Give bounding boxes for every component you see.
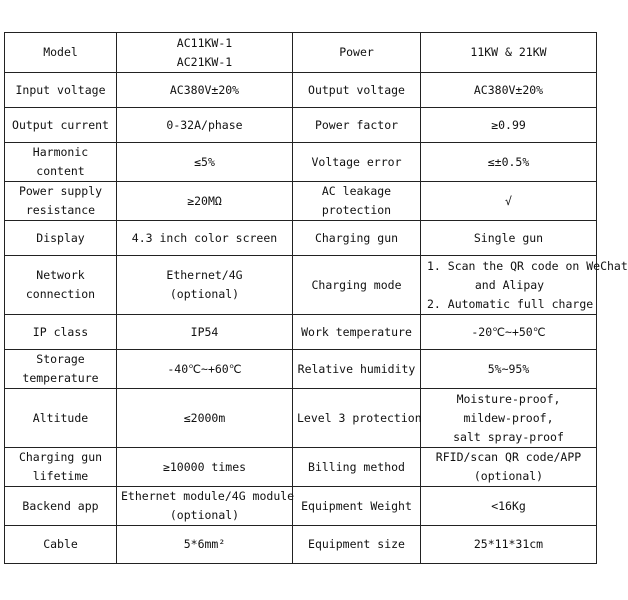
spec-value-text: (optional) bbox=[169, 508, 240, 522]
spec-label-cell bbox=[293, 182, 421, 221]
spec-value-cell bbox=[117, 526, 293, 564]
spec-label-cell bbox=[5, 33, 117, 73]
spec-value-text: -20℃~+50℃ bbox=[471, 324, 546, 339]
spec-value-cell bbox=[117, 256, 293, 315]
spec-label-text: Network bbox=[36, 268, 85, 282]
spec-value-cell bbox=[117, 143, 293, 182]
spec-label-text: connection bbox=[25, 287, 96, 301]
spec-label-cell bbox=[5, 487, 117, 526]
spec-value-cell bbox=[117, 108, 293, 143]
spec-value-cell bbox=[421, 315, 597, 350]
spec-value-text: Single gun bbox=[473, 230, 544, 245]
spec-value-text: salt spray-proof bbox=[453, 429, 564, 444]
spec-label-cell bbox=[5, 182, 117, 221]
spec-label-cell bbox=[5, 221, 117, 256]
spec-value-cell bbox=[117, 73, 293, 108]
spec-label-cell bbox=[293, 487, 421, 526]
spec-value-text: <16Kg bbox=[491, 498, 526, 513]
spec-value-text: mildew-proof, bbox=[463, 410, 554, 425]
spec-value-text: AC380V±20% bbox=[169, 82, 240, 97]
spec-value-text: Moisture-proof, bbox=[456, 391, 561, 406]
spec-row bbox=[5, 221, 597, 256]
spec-label-cell bbox=[5, 389, 117, 448]
spec-label-text: Harmonic bbox=[32, 145, 89, 159]
spec-value-cell bbox=[117, 221, 293, 256]
spec-value-cell bbox=[421, 108, 597, 143]
spec-label-cell bbox=[293, 448, 421, 487]
spec-label-text: Storage bbox=[36, 352, 85, 366]
spec-table-body bbox=[5, 33, 628, 564]
spec-value-cell bbox=[117, 350, 293, 389]
spec-label-text: Power factor bbox=[314, 117, 399, 132]
spec-label-text: Voltage error bbox=[311, 154, 402, 169]
spec-label-text: Relative humidity bbox=[297, 361, 416, 376]
spec-label-cell bbox=[293, 108, 421, 143]
spec-label-cell bbox=[5, 143, 117, 182]
spec-value-cell bbox=[117, 389, 293, 448]
spec-value-text: ≤2000m bbox=[183, 410, 226, 425]
spec-label-text: resistance bbox=[25, 203, 96, 217]
spec-value-cell bbox=[421, 33, 597, 73]
spec-label-cell bbox=[293, 33, 421, 73]
spec-value-cell bbox=[421, 448, 597, 487]
spec-label-text: Input voltage bbox=[15, 82, 106, 97]
spec-label-text: temperature bbox=[22, 371, 99, 385]
spec-label-cell bbox=[5, 108, 117, 143]
spec-row bbox=[5, 315, 597, 350]
spec-label-text: Charging gun bbox=[314, 230, 399, 245]
spec-label-text: Billing method bbox=[308, 459, 405, 474]
spec-label-cell bbox=[5, 73, 117, 108]
spec-label-text: Equipment Weight bbox=[301, 498, 412, 513]
spec-value-text: ≤±0.5% bbox=[487, 154, 530, 169]
spec-value-cell bbox=[421, 182, 597, 221]
spec-value-cell bbox=[117, 315, 293, 350]
spec-value-text: 25*11*31cm bbox=[473, 537, 544, 551]
spec-value-text: ≥10000 times bbox=[162, 459, 247, 474]
spec-value-text: (optional) bbox=[169, 287, 240, 301]
spec-label-text: Level 3 protection bbox=[297, 410, 422, 425]
spec-value-text: 1. Scan the QR code on WeChat bbox=[427, 258, 628, 273]
spec-value-text: RFID/scan QR code/APP bbox=[435, 450, 582, 464]
spec-label-cell bbox=[293, 73, 421, 108]
spec-value-cell bbox=[117, 487, 293, 526]
spec-row bbox=[5, 487, 597, 526]
spec-value-text: Ethernet module/4G module bbox=[121, 489, 295, 503]
spec-label-text: Output voltage bbox=[308, 82, 405, 97]
spec-value-cell bbox=[421, 389, 597, 448]
spec-label-text: Charging mode bbox=[311, 277, 402, 292]
spec-label-text: content bbox=[36, 164, 85, 178]
spec-label-text: protection bbox=[321, 203, 392, 217]
spec-value-text: 11KW & 21KW bbox=[470, 45, 547, 59]
spec-value-cell bbox=[421, 73, 597, 108]
spec-value-cell bbox=[421, 487, 597, 526]
spec-label-text: Cable bbox=[43, 537, 78, 551]
spec-label-cell bbox=[5, 526, 117, 564]
spec-label-text: Work temperature bbox=[301, 324, 412, 339]
spec-label-cell bbox=[5, 350, 117, 389]
spec-label-text: Power supply bbox=[18, 184, 103, 198]
spec-table bbox=[4, 32, 628, 564]
spec-value-text: 5*6mm² bbox=[183, 537, 226, 551]
spec-label-text: Equipment size bbox=[308, 537, 405, 551]
spec-value-text: and Alipay bbox=[474, 277, 545, 292]
spec-label-cell bbox=[293, 221, 421, 256]
spec-row bbox=[5, 256, 597, 315]
spec-label-cell bbox=[5, 448, 117, 487]
spec-label-text: Backend app bbox=[22, 498, 99, 513]
spec-value-cell bbox=[117, 33, 293, 73]
spec-row bbox=[5, 448, 597, 487]
spec-value-text: ≥20MΩ bbox=[187, 193, 222, 208]
spec-row bbox=[5, 182, 597, 221]
spec-label-text: Display bbox=[36, 230, 85, 245]
spec-value-text: AC380V±20% bbox=[473, 82, 544, 97]
spec-label-text: Charging gun bbox=[18, 450, 103, 464]
spec-value-text: √ bbox=[505, 193, 512, 208]
spec-value-text: 4.3 inch color screen bbox=[131, 230, 278, 245]
spec-value-text: (optional) bbox=[473, 469, 544, 483]
spec-row bbox=[5, 389, 597, 448]
spec-value-cell bbox=[117, 448, 293, 487]
spec-label-cell bbox=[293, 143, 421, 182]
spec-label-cell bbox=[293, 315, 421, 350]
spec-value-cell bbox=[421, 256, 628, 315]
spec-row bbox=[5, 350, 597, 389]
spec-row bbox=[5, 143, 597, 182]
spec-value-cell bbox=[117, 182, 293, 221]
spec-value-text: 0-32A/phase bbox=[166, 117, 243, 132]
spec-label-cell bbox=[293, 256, 421, 315]
spec-value-text: 5%~95% bbox=[487, 361, 530, 376]
spec-value-cell bbox=[421, 526, 597, 564]
spec-label-cell bbox=[293, 526, 421, 564]
spec-row bbox=[5, 526, 597, 564]
spec-label-text: Altitude bbox=[32, 410, 89, 425]
spec-value-text: AC21KW-1 bbox=[176, 54, 233, 69]
spec-label-text: lifetime bbox=[32, 469, 89, 483]
spec-label-cell bbox=[5, 256, 117, 315]
spec-value-text: AC11KW-1 bbox=[176, 35, 233, 50]
spec-label-text: Output current bbox=[12, 117, 109, 132]
spec-label-text: Power bbox=[339, 45, 374, 59]
spec-row bbox=[5, 73, 597, 108]
spec-label-text: IP class bbox=[32, 324, 89, 339]
spec-value-text: ≤5% bbox=[194, 154, 215, 169]
spec-value-cell bbox=[421, 350, 597, 389]
spec-value-text: -40℃~+60℃ bbox=[167, 361, 242, 376]
spec-row bbox=[5, 33, 597, 73]
spec-value-text: ≥0.99 bbox=[491, 117, 526, 132]
spec-label-text: AC leakage bbox=[321, 184, 392, 198]
spec-label-cell bbox=[293, 389, 421, 448]
spec-row bbox=[5, 108, 597, 143]
spec-value-cell bbox=[421, 143, 597, 182]
spec-value-text: Ethernet/4G bbox=[166, 268, 243, 282]
spec-label-text: Model bbox=[43, 45, 78, 59]
spec-value-text: 2. Automatic full charge bbox=[427, 296, 594, 311]
spec-value-text: IP54 bbox=[190, 324, 219, 339]
spec-value-cell bbox=[421, 221, 597, 256]
spec-label-cell bbox=[5, 315, 117, 350]
spec-label-cell bbox=[293, 350, 421, 389]
